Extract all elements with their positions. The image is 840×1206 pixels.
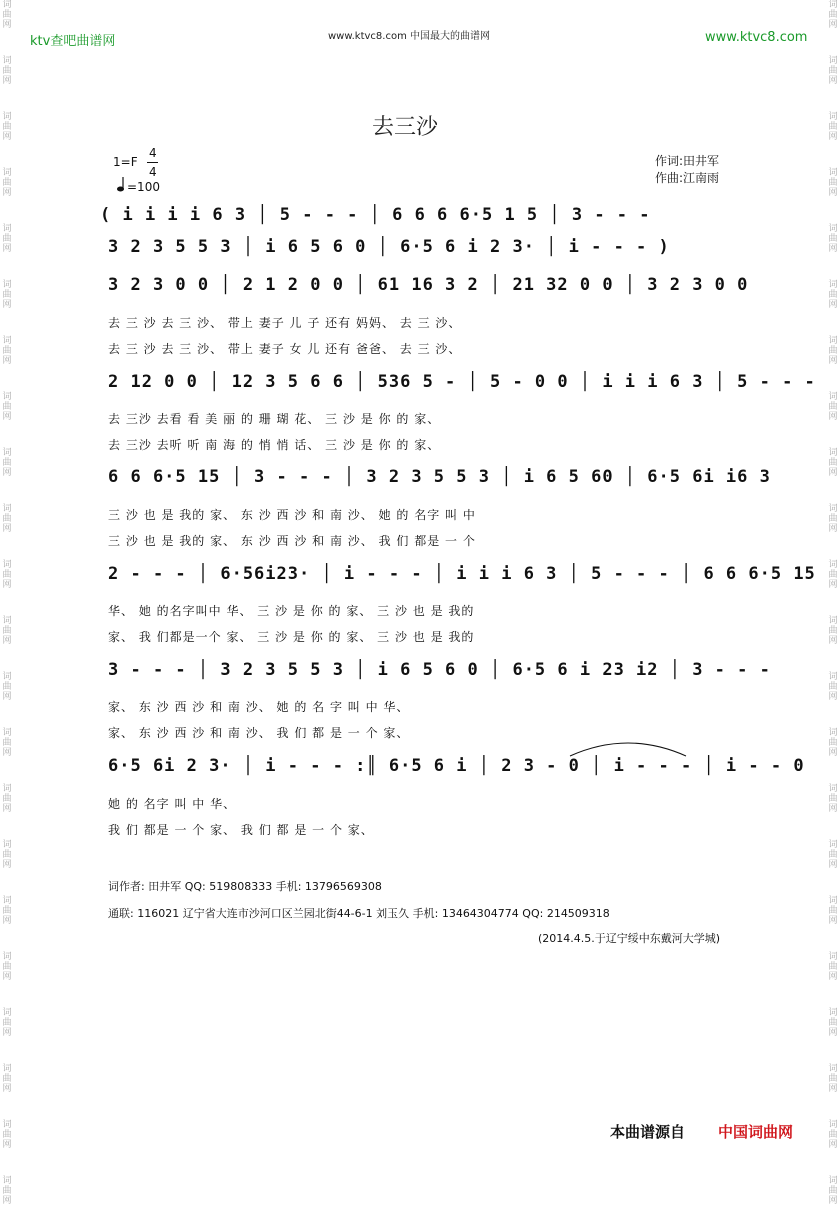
score-row-5: 3 - - - │ 3 2 3 5 5 3 │ i 6 5 6 0 │ 6·5 6 i 23 i2 │ 3 - - -: [108, 660, 771, 680]
intro-row-1: ( i i i i 6 3 │ 5 - - - │ 6 6 6 6·5 1 5 │ 3 - - -: [100, 205, 651, 225]
lyric-row-5a: 家、 东 沙 西 沙 和 南 沙、 她 的 名 字 叫 中 华、: [108, 700, 410, 714]
left-edge-watermark: 词曲网 词曲网 词曲网 词曲网 词曲网 词曲网 词曲网 词曲网 词曲网 词曲网 词曲网 词曲网 词曲网 词曲网 词曲网 词曲网 词曲网 词曲网 词曲网 词曲网 词曲网 词曲网: [2, 0, 12, 1206]
lyric-row-1a: 去 三 沙 去 三 沙、 带上 妻子 儿 子 还有 妈妈、 去 三 沙、: [108, 316, 462, 330]
lyric-row-6a: 她 的 名字 叫 中 华、: [108, 797, 237, 811]
source-site-link[interactable]: 中国词曲网: [718, 1123, 794, 1141]
lyric-row-2a: 去 三沙 去看 看 美 丽 的 珊 瑚 花、 三 沙 是 你 的 家、: [108, 412, 441, 426]
score-row-2: 2 12 0 0 │ 12 3 5 6 6 │ 536 5 - │ 5 - 0 0 │ i i i 6 3 │ 5 - - -: [108, 372, 816, 392]
score-row-3: 6 6 6·5 15 │ 3 - - - │ 3 2 3 5 5 3 │ i 6 5 60 │ 6·5 6i i6 3: [108, 467, 771, 487]
lyricist-credit: 作词:田井军: [655, 154, 720, 168]
lyric-row-6b: 我 们 都是 一 个 家、 我 们 都 是 一 个 家、: [108, 823, 374, 837]
lyric-row-4a: 华、 她 的名字叫中 华、 三 沙 是 你 的 家、 三 沙 也 是 我的: [108, 604, 475, 618]
tempo-marking: =100: [127, 180, 160, 194]
lyric-row-1b: 去 三 沙 去 三 沙、 带上 妻子 女 儿 还有 爸爸、 去 三 沙、: [108, 342, 462, 356]
score-row-6: 6·5 6i 2 3· │ i - - - :║ 6·5 6 i │ 2 3 - 0 │ i - - - │ i - - 0: [108, 756, 805, 776]
score-row-4: 2 - - - │ 6·56i23· │ i - - - │ i i i 6 3 │ 5 - - - │ 6 6 6·5 15: [108, 564, 816, 584]
lyric-row-3a: 三 沙 也 是 我的 家、 东 沙 西 沙 和 南 沙、 她 的 名字 叫 中: [108, 508, 476, 522]
song-title: 去三沙: [372, 115, 439, 140]
tie-arc: [568, 738, 688, 758]
footer-lyricist-contact: 词作者: 田井军 QQ: 519808333 手机: 13796569308: [108, 880, 382, 893]
lyric-row-3b: 三 沙 也 是 我的 家、 东 沙 西 沙 和 南 沙、 我 们 都是 一 个: [108, 534, 476, 548]
lyric-row-2b: 去 三沙 去听 听 南 海 的 悄 悄 话、 三 沙 是 你 的 家、: [108, 438, 441, 452]
key-signature: 1=F: [113, 155, 138, 169]
header-center-text: www.ktvc8.com 中国最大的曲谱网: [328, 31, 491, 42]
header-right-site[interactable]: www.ktvc8.com: [705, 30, 808, 45]
footer-address: 通联: 116021 辽宁省大连市沙河口区兰园北街44-6-1 刘玉久 手机: 13464304774 QQ: 214509318: [108, 907, 610, 920]
quarter-note-icon: [116, 176, 126, 196]
score-row-1: 3 2 3 0 0 │ 2 1 2 0 0 │ 61 16 3 2 │ 21 32 0 0 │ 3 2 3 0 0: [108, 275, 749, 295]
header-left-site[interactable]: ktv查吧曲谱网: [30, 34, 116, 49]
composer-credit: 作曲:江南雨: [655, 171, 720, 185]
time-signature-bottom: 4: [149, 165, 157, 179]
intro-row-2: 3 2 3 5 5 3 │ i 6 5 6 0 │ 6·5 6 i 2 3· │ i - - - ): [108, 237, 670, 257]
lyric-row-5b: 家、 东 沙 西 沙 和 南 沙、 我 们 都 是 一 个 家、: [108, 726, 410, 740]
source-label: 本曲谱源自: [610, 1123, 686, 1141]
time-signature-line: [147, 162, 158, 163]
lyric-row-4b: 家、 我 们都是一个 家、 三 沙 是 你 的 家、 三 沙 也 是 我的: [108, 630, 475, 644]
right-edge-watermark: 词曲网 词曲网 词曲网 词曲网 词曲网 词曲网 词曲网 词曲网 词曲网 词曲网 词曲网 词曲网 词曲网 词曲网 词曲网 词曲网 词曲网 词曲网 词曲网 词曲网 词曲网 词曲网: [828, 0, 838, 1206]
time-signature-top: 4: [149, 146, 157, 160]
footer-date-note: (2014.4.5.于辽宁绥中东戴河大学城): [538, 932, 721, 945]
